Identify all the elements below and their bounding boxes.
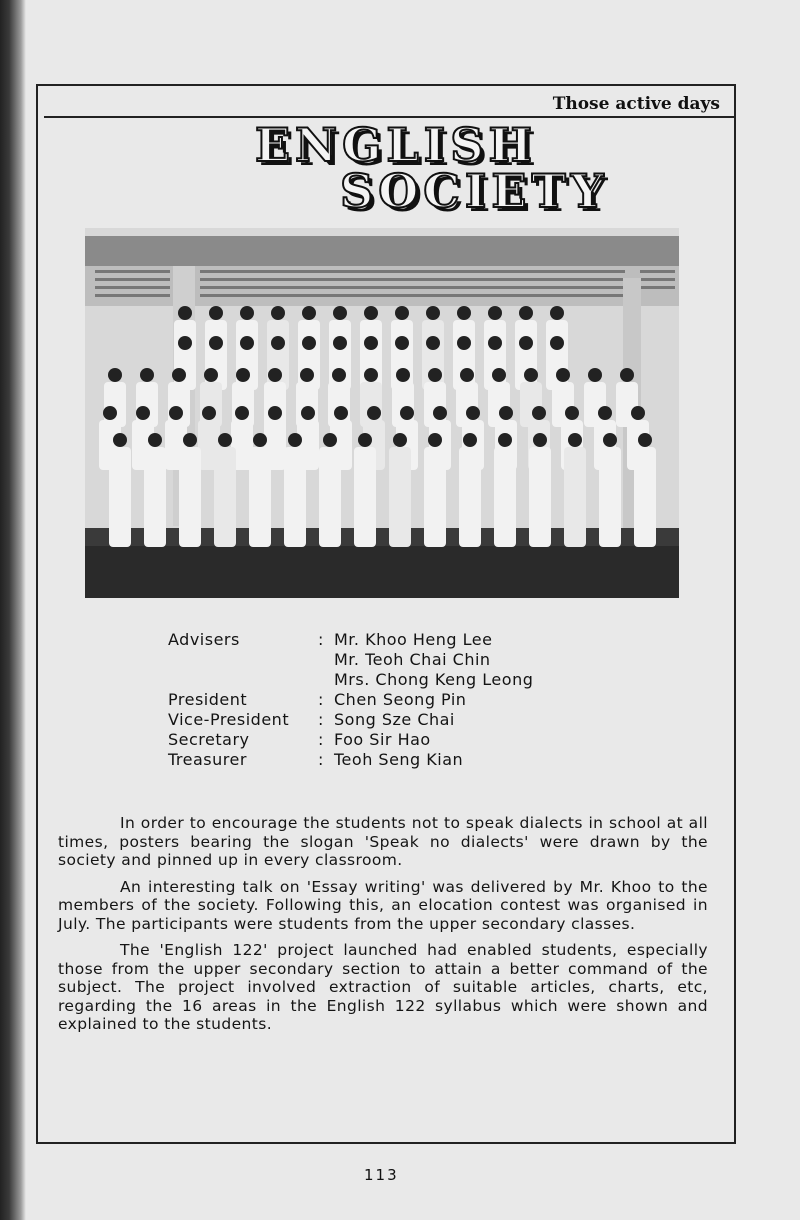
officer-name: Chen Seong Pin [334, 690, 467, 709]
article-body [58, 814, 708, 1042]
officer-role: Advisers [168, 630, 240, 649]
officer-row [168, 650, 533, 670]
officer-role: Vice-President [168, 710, 290, 729]
officer-name: Song Sze Chai [334, 710, 455, 729]
page-number: 113 [364, 1166, 399, 1184]
article-paragraph: An interesting talk on 'Essay writing' was delivered by Mr. Khoo to the members of the society. Following this, an elocation contest was organised in July. The participants were students from the upper secondary classes. [58, 877, 708, 933]
officer-separator: : [318, 750, 324, 769]
group-photo [85, 228, 679, 598]
officer-row [168, 690, 533, 710]
page-title-line-1: ENGLISH [255, 118, 537, 172]
article-paragraph: In order to encourage the students not to speak dialects in school at all times, posters bearing the slogan 'Speak no dialects' were drawn by the society and pinned up in every classroom. [58, 814, 708, 869]
officer-separator [318, 670, 334, 690]
officer-role: Treasurer [168, 750, 247, 769]
officer-role: President [168, 690, 248, 709]
officer-separator: : [318, 630, 324, 649]
officer-row [168, 750, 533, 770]
officer-row [168, 730, 533, 750]
officer-row [168, 670, 533, 690]
officer-separator: : [318, 690, 324, 709]
officer-role [168, 670, 318, 690]
officer-separator [318, 650, 334, 670]
officer-name: Mrs. Chong Keng Leong [334, 670, 534, 689]
page-title-line-2: SOCIETY [340, 164, 609, 218]
officer-name: Teoh Seng Kian [334, 750, 464, 769]
officer-role: Secretary [168, 730, 250, 749]
article-paragraph: The 'English 122' project launched had enabled students, especially those from the upper secondary section to attain a better command of the subject. The project involved extraction of suitable articles, charts, etc, regarding the 16 areas in the English 122 syllabus which were shown and explained to the students. [58, 941, 708, 1033]
group-photo-image [85, 228, 679, 598]
officer-name: Mr. Khoo Heng Lee [334, 630, 493, 649]
officer-separator: : [318, 730, 324, 749]
book-spine-shadow [0, 0, 26, 1220]
officer-name: Mr. Teoh Chai Chin [334, 650, 491, 669]
officer-row [168, 710, 533, 730]
officer-name: Foo Sir Hao [334, 730, 431, 749]
officers-list [168, 630, 533, 770]
officer-role [168, 650, 318, 670]
officer-separator: : [318, 710, 324, 729]
section-header: Those active days [552, 94, 720, 114]
officer-row [168, 630, 533, 650]
